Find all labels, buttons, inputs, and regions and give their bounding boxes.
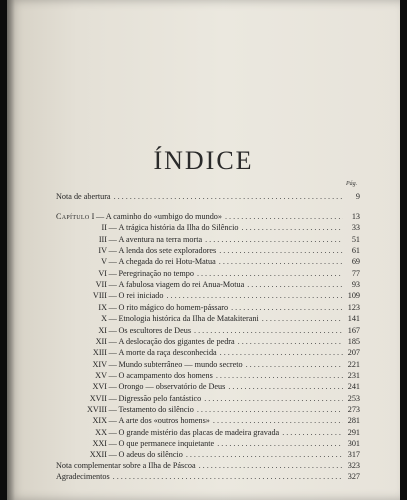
chapter-dash: — bbox=[107, 246, 119, 256]
chapter-title: Os escultores de Deus bbox=[118, 325, 192, 335]
page-column-label: Pág. bbox=[346, 181, 358, 187]
toc-row bbox=[79, 348, 360, 357]
chapter-dash: — bbox=[94, 212, 106, 221]
chapter-dash: — bbox=[107, 404, 119, 414]
toc-row bbox=[79, 223, 360, 232]
toc-page-number: 301 bbox=[347, 439, 360, 448]
chapter-title: O grande mistério das placas de madeira gravada bbox=[118, 427, 280, 437]
chapter-number: VI bbox=[98, 268, 107, 278]
toc-row bbox=[56, 212, 360, 221]
toc-row bbox=[56, 461, 360, 470]
toc-row bbox=[79, 269, 360, 278]
chapter-dash: — bbox=[107, 348, 119, 358]
toc-page-number: 13 bbox=[351, 212, 360, 221]
toc-page-number: 185 bbox=[347, 336, 360, 346]
chapter-number: XIX bbox=[92, 416, 107, 426]
chapter-number: XVIII bbox=[86, 404, 107, 414]
chapter-title: A arte dos «outros homens» bbox=[118, 416, 210, 426]
chapter-dash: — bbox=[107, 302, 119, 312]
chapter-title: A trágica história da Ilha do Silêncio bbox=[118, 223, 239, 233]
chapter-title: A morte da raça desconhecida bbox=[118, 348, 217, 358]
chapter-dash: — bbox=[107, 280, 119, 290]
table-of-contents bbox=[7, 0, 400, 500]
chapter-title: A aventura na terra morta bbox=[118, 234, 203, 244]
chapter-title: O acampamento dos homens bbox=[118, 370, 213, 380]
chapter-number: X bbox=[101, 314, 107, 324]
chapter-dash: — bbox=[107, 291, 119, 301]
chapter-dash: — bbox=[107, 439, 119, 448]
toc-row bbox=[79, 337, 360, 346]
chapter-number: VIII bbox=[92, 291, 107, 301]
chapter-dash: — bbox=[107, 427, 119, 437]
chapter-title: Digressão pelo fantástico bbox=[118, 393, 202, 403]
dot-leader bbox=[242, 223, 343, 232]
toc-entry-label: Nota complementar sobre a Ilha de Páscoa bbox=[56, 461, 196, 470]
toc-row bbox=[79, 405, 360, 414]
toc-page-number: 167 bbox=[347, 325, 360, 335]
dot-leader bbox=[246, 360, 343, 369]
chapter-number: XXII bbox=[89, 450, 107, 460]
toc-row bbox=[79, 246, 360, 255]
chapter-number: IV bbox=[98, 246, 107, 256]
toc-page-number: 291 bbox=[347, 427, 360, 437]
toc-page-number: 9 bbox=[355, 192, 360, 201]
chapter-title: Testamento do silêncio bbox=[118, 404, 194, 414]
chapter-dash: — bbox=[107, 325, 119, 335]
chapter-title: Mundo subterrâneo — mundo secreto bbox=[118, 359, 243, 369]
chapter-number: XIV bbox=[92, 359, 107, 369]
toc-page-number: 207 bbox=[347, 348, 360, 358]
toc-page-number: 323 bbox=[347, 461, 360, 470]
dot-leader bbox=[217, 439, 343, 448]
toc-page-number: 51 bbox=[351, 234, 360, 244]
toc-page-number: 281 bbox=[347, 416, 360, 426]
chapter-title: A lenda dos sete exploradores bbox=[118, 246, 217, 256]
toc-row bbox=[56, 192, 360, 201]
chapter-number: XIII bbox=[92, 348, 107, 358]
toc-page-number: 141 bbox=[347, 314, 360, 324]
dot-leader bbox=[114, 192, 343, 201]
toc-page-number: 317 bbox=[347, 450, 360, 460]
toc-page-number: 77 bbox=[351, 268, 360, 278]
chapter-title: A caminho do «umbigo do mundo» bbox=[105, 212, 222, 221]
toc-entry-label: Agradecimentos bbox=[56, 472, 110, 481]
chapter-number: XXI bbox=[92, 439, 107, 448]
toc-row bbox=[79, 280, 360, 289]
chapter-title: O rei iniciado bbox=[118, 291, 164, 301]
toc-row bbox=[79, 428, 360, 437]
chapter-title: A deslocação dos gigantes de pedra bbox=[118, 336, 235, 346]
dot-leader bbox=[282, 428, 343, 437]
chapter-dash: — bbox=[107, 382, 119, 392]
chapter-dash: — bbox=[107, 416, 119, 426]
chapter-number: VII bbox=[95, 280, 107, 290]
toc-page-number: 273 bbox=[347, 404, 360, 414]
chapter-number: III bbox=[98, 234, 107, 244]
toc-page-number: 221 bbox=[347, 359, 360, 369]
toc-row bbox=[79, 360, 360, 369]
chapter-title: Etnologia histórica da Ilha de Matakiterani bbox=[118, 314, 259, 324]
toc-row bbox=[79, 235, 360, 244]
dot-leader bbox=[113, 472, 343, 481]
dot-leader bbox=[194, 326, 343, 335]
chapter-number: XII bbox=[95, 336, 107, 346]
toc-row bbox=[79, 416, 360, 425]
book-page bbox=[7, 0, 400, 500]
dot-leader bbox=[220, 348, 343, 357]
chapter-dash: — bbox=[107, 268, 119, 278]
chapter-title: A chegada do rei Hotu-Matua bbox=[118, 257, 216, 267]
chapter-number: XX bbox=[95, 427, 107, 437]
dot-leader bbox=[204, 394, 343, 403]
toc-row bbox=[79, 303, 360, 312]
dot-leader bbox=[262, 314, 343, 323]
toc-page-number: 327 bbox=[347, 472, 360, 481]
dot-leader bbox=[225, 212, 343, 221]
chapter-dash: — bbox=[107, 370, 119, 380]
chapter-title: O que permanece inquietante bbox=[118, 439, 215, 448]
toc-row bbox=[79, 439, 360, 448]
chapter-title: Peregrinação no tempo bbox=[118, 268, 194, 278]
toc-row bbox=[79, 394, 360, 403]
toc-row bbox=[79, 382, 360, 391]
chapter-dash: — bbox=[107, 393, 119, 403]
toc-row bbox=[79, 257, 360, 266]
chapter-number: XV bbox=[95, 370, 107, 380]
toc-page-number: 231 bbox=[347, 370, 360, 380]
toc-page-number: 69 bbox=[351, 257, 360, 267]
page-title: ÍNDICE bbox=[153, 146, 254, 175]
dot-leader bbox=[228, 382, 343, 391]
chapter-dash: — bbox=[107, 336, 119, 346]
dot-leader bbox=[216, 371, 343, 380]
chapter-dash: — bbox=[107, 450, 119, 460]
dot-leader bbox=[197, 269, 343, 278]
dot-leader bbox=[219, 246, 343, 255]
toc-page-number: 93 bbox=[351, 280, 360, 290]
chapter-number: I bbox=[91, 212, 95, 221]
dot-leader bbox=[199, 461, 343, 470]
chapter-number: XI bbox=[98, 325, 107, 335]
toc-row bbox=[79, 371, 360, 380]
chapter-number: II bbox=[101, 223, 107, 233]
toc-page-number: 109 bbox=[347, 291, 360, 301]
dot-leader bbox=[213, 416, 343, 425]
dot-leader bbox=[166, 291, 343, 300]
dot-leader bbox=[238, 337, 343, 346]
chapter-dash: — bbox=[107, 314, 119, 324]
chapter-number: V bbox=[101, 257, 107, 267]
toc-row bbox=[79, 450, 360, 459]
chapter-number: XVI bbox=[92, 382, 107, 392]
chapter-title: A fabulosa viagem do rei Anua-Motua bbox=[118, 280, 245, 290]
dot-leader bbox=[231, 303, 343, 312]
chapter-dash: — bbox=[107, 223, 119, 233]
toc-row bbox=[56, 472, 360, 481]
dot-leader bbox=[186, 450, 343, 459]
chapter-title: O rito mágico do homem-pássaro bbox=[118, 302, 229, 312]
chapter-dash: — bbox=[107, 359, 119, 369]
toc-page-number: 241 bbox=[347, 382, 360, 392]
chapter-prefix: Capítulo bbox=[56, 212, 90, 221]
dot-leader bbox=[205, 235, 343, 244]
toc-row bbox=[79, 326, 360, 335]
dot-leader bbox=[219, 257, 343, 266]
toc-page-number: 253 bbox=[347, 393, 360, 403]
toc-row bbox=[79, 291, 360, 300]
chapter-dash: — bbox=[107, 234, 119, 244]
toc-entry-label: Nota de abertura bbox=[56, 192, 111, 201]
chapter-title: O adeus do silêncio bbox=[118, 450, 183, 460]
dot-leader bbox=[197, 405, 343, 414]
toc-page-number: 123 bbox=[347, 302, 360, 312]
toc-page-number: 61 bbox=[351, 246, 360, 256]
toc-page-number: 33 bbox=[351, 223, 360, 233]
chapter-dash: — bbox=[107, 257, 119, 267]
chapter-title: Orongo — observatório de Deus bbox=[118, 382, 226, 392]
chapter-number: XVII bbox=[89, 393, 107, 403]
toc-row bbox=[79, 314, 360, 323]
chapter-number: IX bbox=[98, 302, 107, 312]
dot-leader bbox=[247, 280, 343, 289]
